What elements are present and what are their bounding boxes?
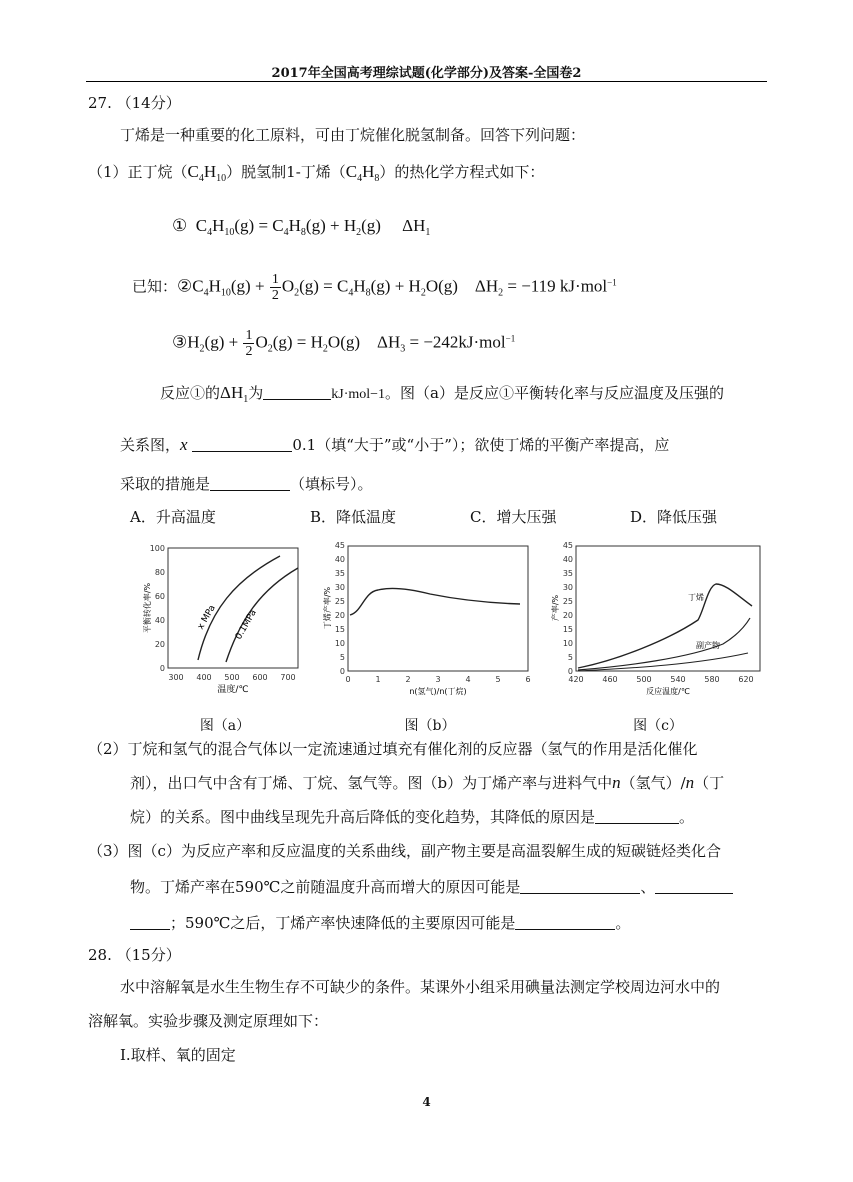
figure-c-caption: 图（c） [633, 718, 683, 734]
curve-butene [578, 584, 752, 668]
part-3-line-2-a: 物。丁烯产率在590℃之前随温度升高而增大的原因可能是 [130, 878, 521, 896]
figure-b-xlabel: n(氢气)/n(丁烷) [409, 687, 467, 696]
part-2-line-2-a: 剂），出口气中含有丁烯、丁烷、氢气等。图（b）为丁烯产率与进料气中 [130, 774, 613, 792]
question-points: （15分） [116, 946, 181, 964]
question-points: （14分） [116, 94, 181, 112]
curve-label-x-mpa: x MPa [195, 603, 218, 632]
figure-b [320, 540, 540, 735]
svg-text:35: 35 [334, 569, 345, 578]
svg-text:40: 40 [562, 555, 573, 564]
eq3-marker: ③ [172, 332, 188, 352]
figure-a-xticks [168, 673, 295, 682]
answer-blank[interactable] [515, 915, 615, 930]
answer-blank[interactable] [595, 809, 679, 824]
svg-text:10: 10 [334, 639, 345, 648]
eq2-marker: ② [177, 276, 193, 296]
figure-a-chart [140, 540, 310, 705]
ytick: 80 [154, 568, 165, 577]
part-3-line-2 [130, 876, 733, 897]
svg-text:460: 460 [602, 675, 618, 684]
part-1-mid: ）脱氢制1-丁烯（ [226, 163, 346, 181]
ytick: 40 [154, 616, 165, 625]
xtick: 400 [196, 673, 212, 682]
variable-n: n [612, 773, 621, 792]
question-28-line-2: 溶解氧。实验步骤及测定原理如下： [88, 1012, 329, 1030]
svg-text:40: 40 [334, 555, 345, 564]
curve-0-1-mpa [226, 568, 298, 662]
answer-blank[interactable] [210, 476, 290, 491]
part-3-line-3-b: 。 [615, 914, 631, 932]
part-3-line-3-a: ；590℃之后，丁烯产率快速降低的主要原因可能是 [170, 914, 516, 932]
variable-x: x [180, 435, 188, 454]
svg-text:580: 580 [704, 675, 720, 684]
q1-line2-a: 关系图， [120, 436, 181, 454]
figure-b-caption: 图（b） [404, 718, 456, 734]
svg-text:45: 45 [334, 541, 345, 550]
svg-text:500: 500 [636, 675, 652, 684]
figure-a [140, 540, 310, 735]
svg-text:30: 30 [334, 583, 345, 592]
xtick: 600 [252, 673, 268, 682]
svg-text:10: 10 [562, 639, 573, 648]
page-number: 4 [422, 1095, 431, 1109]
figure-c-xlabel: 反应温度/℃ [646, 687, 690, 696]
svg-text:35: 35 [562, 569, 573, 578]
q1-line3-b: （填标号）。 [290, 475, 373, 493]
header-rule [86, 81, 767, 82]
answer-blank[interactable] [520, 879, 640, 894]
known-label: 已知： [132, 279, 178, 296]
part-2-line-3-a: 烷）的关系。图中曲线呈现先升高后降低的变化趋势，其降低的原因是 [130, 808, 596, 826]
equation-2: 已知：$②C_4H_{10}(g)$ + $\frac{1}{2}$ $O_2(g) = C_4H_8(g) + H_2O(g)$ $\Delta H_2 = -119$ kJ·mol$^{-1}$ [132, 272, 617, 303]
figure-b-ylabel: 丁烯产率/% [323, 586, 332, 630]
figure-c-xticks [568, 675, 753, 684]
svg-text:3: 3 [435, 675, 441, 684]
answer-blank[interactable] [263, 385, 331, 400]
part-2-line-1: （2）丁烷和氢气的混合气体以一定流速通过填充有催化剂的反应器（氢气的作用是活化催化 [88, 740, 698, 758]
ytick: 100 [149, 544, 165, 553]
question-1-line-1 [160, 382, 724, 405]
svg-text:0: 0 [339, 667, 345, 676]
svg-text:2: 2 [405, 675, 411, 684]
part-2-line-2 [130, 772, 724, 793]
equation-1: ① $C_4H_{10}(g) = C_4H_8(g) + H_2(g)$ $\Delta H_1$ [172, 216, 431, 238]
option-a: A．升高温度 [130, 508, 216, 526]
xtick: 300 [168, 673, 184, 682]
svg-text:15: 15 [334, 625, 345, 634]
svg-text:1: 1 [375, 675, 381, 684]
q1-line3: 采取的措施是 [120, 475, 211, 493]
part-2-line-3 [130, 806, 694, 827]
svg-text:420: 420 [568, 675, 584, 684]
svg-text:5: 5 [495, 675, 501, 684]
svg-text:620: 620 [738, 675, 754, 684]
svg-text:4: 4 [465, 675, 471, 684]
option-d: D．降低压强 [630, 508, 718, 526]
curve-butene-yield [350, 588, 520, 615]
answer-blank[interactable] [130, 915, 170, 930]
ytick: 20 [154, 640, 165, 649]
figure-c-ylabel: 产率/% [551, 594, 560, 622]
part-1-pre: （1）正丁烷（ [88, 163, 188, 181]
question-28-line-1: 水中溶解氧是水生生物生存不可缺少的条件。某课外小组采用碘量法测定学校周边河水中的 [120, 978, 721, 996]
question-1-line-2 [120, 434, 669, 455]
q1-text-b: 为 [248, 384, 264, 402]
svg-text:30: 30 [562, 583, 573, 592]
fraction-half: $\frac{1}{2}$ [245, 328, 253, 359]
part-1-line [88, 161, 544, 184]
figure-a-yticks [150, 544, 165, 673]
ytick: 60 [154, 592, 165, 601]
question-28-step-1: Ⅰ.取样、氧的固定 [120, 1046, 236, 1064]
ytick: 0 [159, 664, 165, 673]
part-2-line-2-c: （丁 [694, 774, 725, 792]
svg-text:25: 25 [334, 597, 345, 606]
figure-c-yticks [563, 541, 573, 676]
option-b: B．降低温度 [310, 508, 397, 526]
q1-dh: $\Delta H_1$ [220, 383, 249, 405]
xtick: 500 [224, 673, 240, 682]
svg-text:45: 45 [562, 541, 573, 550]
svg-text:20: 20 [562, 611, 573, 620]
series-label-butene: 丁烯 [688, 593, 704, 602]
svg-text:6: 6 [525, 675, 531, 684]
figure-c [548, 540, 768, 735]
svg-text:5: 5 [339, 653, 345, 662]
option-c: C．增大压强 [470, 508, 557, 526]
svg-text:540: 540 [670, 675, 686, 684]
question-27-heading [88, 92, 181, 113]
fraction-half: $\frac{1}{2}$ [271, 272, 279, 303]
part-3-line-2-b: 、 [640, 878, 656, 896]
part-1-post: ）的热化学方程式如下： [379, 163, 545, 181]
svg-text:0: 0 [345, 675, 351, 684]
question-number: 28. [88, 946, 112, 964]
question-27-intro: 丁烯是一种重要的化工原料，可由丁烷催化脱氢制备。回答下列问题： [120, 126, 586, 144]
figure-a-xlabel: 温度/℃ [217, 685, 249, 695]
formula-butane: $C_4H_{10}$ [187, 162, 227, 184]
question-1-line-3 [120, 473, 373, 494]
svg-text:20: 20 [334, 611, 345, 620]
q1-text-a: 反应①的 [160, 384, 221, 402]
variable-n: n [685, 773, 695, 792]
xtick: 700 [280, 673, 296, 682]
question-28-heading [88, 944, 181, 965]
figure-a-ylabel: 平衡转化率/% [143, 582, 152, 634]
page-header: 2017年全国高考理综试题(化学部分)及答案-全国卷2 [271, 66, 582, 81]
part-3-line-3 [130, 912, 630, 933]
svg-text:5: 5 [567, 653, 573, 662]
series-label-byproduct: 副产物 [696, 641, 720, 650]
part-2-line-3-b: 。 [679, 808, 695, 826]
q1-text-c: 。图（a）是反应①平衡转化率与反应温度及压强的 [385, 384, 724, 402]
svg-text:25: 25 [562, 597, 573, 606]
formula-butene: $C_4H_8$ [345, 162, 380, 184]
svg-text:0: 0 [567, 667, 573, 676]
q1-line2-b: 0.1（填“大于”或“小于”）；欲使丁烯的平衡产率提高，应 [292, 436, 670, 454]
part-2-line-2-b: （氢气）/ [620, 774, 686, 792]
figure-b-xticks [345, 675, 530, 684]
figure-b-yticks [335, 541, 345, 676]
answer-blank[interactable] [192, 437, 292, 452]
question-number: 27. [88, 94, 112, 112]
svg-text:15: 15 [562, 625, 573, 634]
curve-label-0-1-mpa: 0.1MPa [233, 608, 259, 642]
answer-blank[interactable] [655, 879, 733, 894]
figure-a-caption: 图（a） [199, 718, 251, 734]
figure-b-chart [320, 540, 540, 705]
eq1-marker: ① [172, 216, 188, 235]
equation-3: $③H_2(g)$ + $\frac{1}{2}$ $O_2(g) = H_2O(g)$ $\Delta H_3 = -242kJ\cdot mol^{-1}$ [172, 328, 516, 359]
figure-c-chart [548, 540, 768, 705]
part-3-line-1: （3）图（c）为反应产率和反应温度的关系曲线，副产物主要是高温裂解生成的短碳链烃类化合 [88, 842, 721, 860]
q1-unit: kJ·mol−1 [331, 387, 386, 402]
